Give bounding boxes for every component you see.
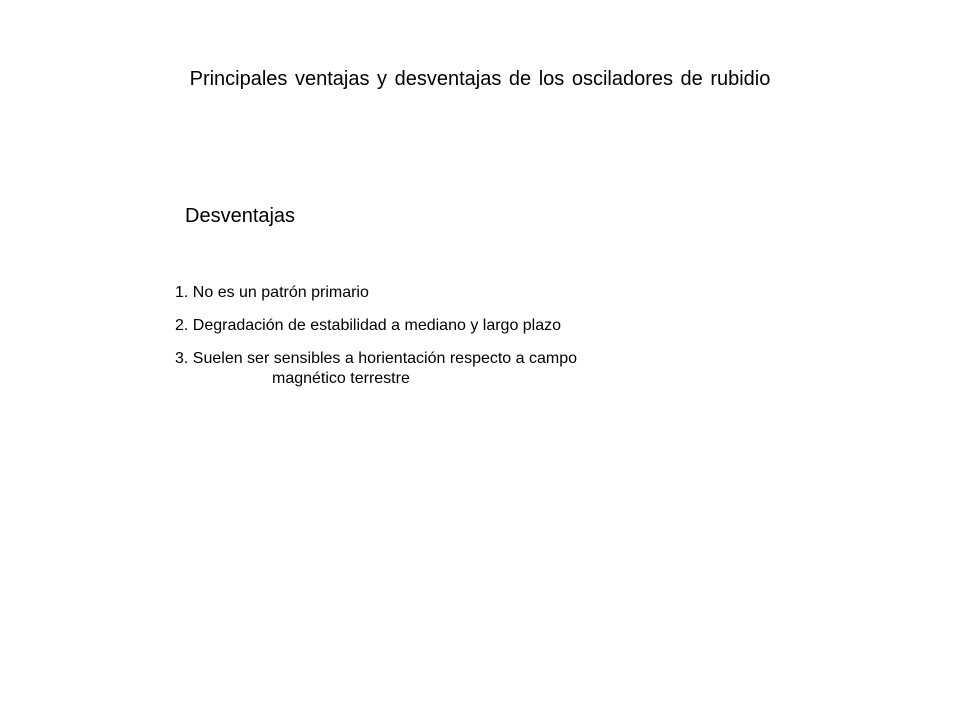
list-item <box>175 316 577 336</box>
list-item <box>175 283 577 303</box>
list-item <box>175 349 577 389</box>
slide-title: Principales ventajas y desventajas de los osciladores de rubidio <box>189 68 771 90</box>
disadvantages-list <box>175 283 577 402</box>
list-item-continuation: magnético terrestre <box>272 370 410 387</box>
list-item-text: 3. Suelen ser sensibles a horientación respecto a campo <box>175 350 578 367</box>
list-item-text: 1. No es un patrón primario <box>175 284 369 301</box>
list-item-text: 2. Degradación de estabilidad a mediano y largo plazo <box>175 317 562 334</box>
section-heading: Desventajas <box>185 205 296 227</box>
